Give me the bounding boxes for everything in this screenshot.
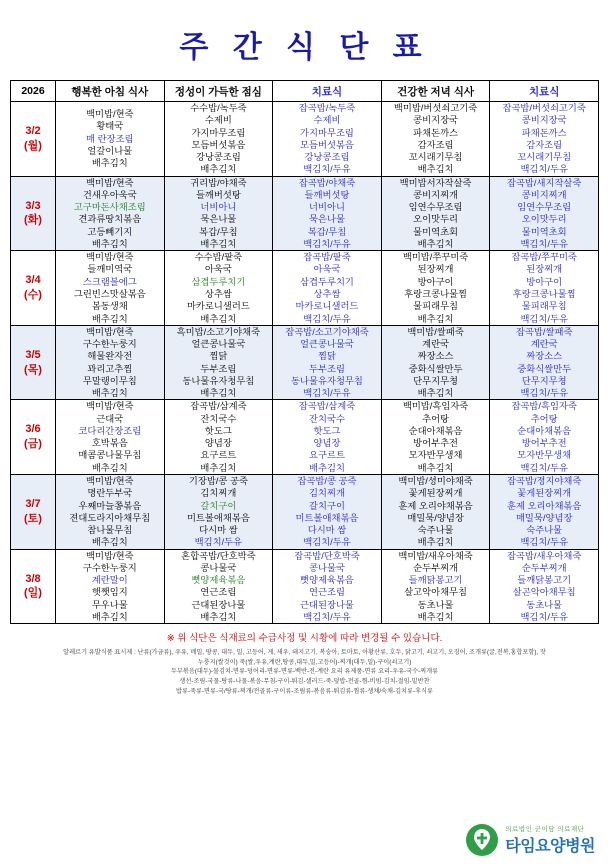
menu-item: 근대된장나물 (191, 599, 246, 610)
menu-item: 묵은나물 (200, 214, 237, 225)
menu-item: 상추쌈 (204, 288, 232, 299)
lunch-cell (164, 102, 273, 177)
legend-line: 알레르기 유발식품 표시제 : 난류(가금류), 우유, 메밀, 땅콩, 대두, 밀, 고등어, 게, 새우, 돼지고기, 복숭아, 토마토, 아황산류, 호두, 닭고기, 쇠고기, 오징어, 조개류(굴,전복,홍합포함), 잣 (63, 649, 546, 657)
menu-item: 동나물유자청무침 (291, 375, 363, 386)
breakfast-cell (56, 474, 165, 549)
menu-item: 배추김치 (417, 388, 454, 399)
menu-item: 백미밥/현죽 (86, 252, 134, 263)
dinner-therapeutic-cell (490, 474, 599, 549)
menu-item: 콩비지장국 (413, 115, 459, 126)
menu-item: 다시마 쌈 (307, 525, 347, 536)
day-of-week-label: (토) (24, 512, 42, 525)
header-year: 2026 (11, 81, 56, 102)
menu-item: 들깨버섯탕 (304, 189, 350, 200)
menu-item: 연근조림 (200, 587, 237, 598)
menu-item: 잡곡밥/단호박죽 (294, 550, 360, 561)
footer-name: 타임요양병원 (505, 838, 595, 855)
menu-item: 배추김치 (91, 462, 128, 473)
menu-item: 콩나물국 (200, 562, 237, 573)
menu-item: 중화식쌀만두 (408, 363, 463, 374)
menu-item: 황태국 (96, 121, 124, 132)
menu-item: 된장찌개 (526, 264, 563, 275)
date-cell (11, 400, 56, 475)
menu-item: 백김치/두유 (303, 537, 351, 548)
menu-item: 모자반무생채 (408, 450, 463, 461)
menu-item: 백김치/두유 (520, 164, 568, 175)
menu-item: 구수한누룽지 (82, 562, 137, 573)
dinner-cell (381, 474, 490, 549)
date-cell (11, 325, 56, 400)
breakfast-cell (56, 176, 165, 251)
menu-item: 핫도그 (313, 425, 341, 436)
header-lunch-therapeutic: 치료식 (273, 81, 382, 102)
day-of-week-label: (수) (24, 288, 42, 301)
menu-item: 방어부추전 (413, 438, 459, 449)
menu-item: 모듬버섯볶음 (300, 139, 354, 150)
menu-item: 백미밥/쭈꾸미죽 (402, 252, 469, 263)
menu-item: 백미밥/셩미야채죽 (398, 475, 473, 486)
menu-item: 짜장소스 (417, 351, 454, 362)
menu-item: 잡곡밥/삼계죽 (298, 401, 356, 412)
menu-item: 콩비지장국 (521, 115, 567, 126)
menu-item: 흑미밥/소고기야채죽 (176, 326, 261, 337)
header-row (11, 81, 599, 102)
header-dinner: 건강한 저녁 식사 (381, 81, 490, 102)
menu-item: 고등빼기지 (87, 226, 133, 237)
legend-line: 누룽지(쌀것이) 죽(쌀,우유,계란,땅콩,대두,밀,고등어)-찌개(대두,밀)-구이(쇠고기) (197, 658, 412, 666)
lunch-cell (164, 474, 273, 549)
menu-item: 꼬시래기무침 (517, 152, 572, 163)
menu-item: 오이맛두리 (521, 214, 567, 225)
menu-item: 살고악아채무침 (404, 587, 468, 598)
menu-item: 물미역초회 (521, 226, 567, 237)
menu-item: 삼겹두루치기 (300, 276, 354, 287)
menu-item: 햇쨋임지 (91, 587, 128, 598)
menu-item: 백김치/두유 (520, 537, 568, 548)
menu-item: 강낭콩조림 (195, 152, 241, 163)
dinner-therapeutic-cell (490, 549, 599, 624)
date-label: 3/3 (25, 199, 41, 212)
menu-item: 배추김치 (417, 611, 454, 622)
menu-item: 갈치구이 (309, 500, 345, 511)
date-cell (11, 474, 56, 549)
header-breakfast: 행복한 아침 식사 (56, 81, 165, 102)
menu-note: ※ 위 식단은 식재료의 수급사정 및 시황에 따라 변경될 수 있습니다. (166, 633, 443, 645)
menu-item: 마카로니샐러드 (295, 301, 359, 312)
lunch-therapeutic-cell (273, 251, 382, 326)
menu-item: 두부조림 (200, 363, 237, 374)
menu-item: 백미밥/현죽 (86, 401, 134, 412)
menu-item: 미트볼애채볶음 (186, 512, 250, 523)
menu-item: 숙주나물 (417, 525, 454, 536)
menu-item: 모듬버섯볶음 (191, 139, 246, 150)
menu-item: 꽈리고추찜 (87, 363, 133, 374)
menu-item: 두부조림 (309, 363, 345, 374)
date-label: 3/6 (25, 423, 41, 436)
menu-item: 계란국 (422, 339, 450, 350)
date-label: 3/8 (25, 572, 41, 585)
menu-item: 콩나물국 (309, 562, 345, 573)
menu-item: 백김치/두유 (194, 537, 243, 548)
menu-item: 계란국 (530, 339, 558, 350)
table-row (11, 251, 599, 326)
menu-item: 복갑/무침 (307, 226, 347, 237)
menu-item: 들깨닭봉고기 (408, 575, 463, 586)
menu-item: 백김치/두유 (303, 611, 351, 622)
menu-item: 연근조림 (309, 587, 345, 598)
menu-item: 파채돈까스 (521, 127, 567, 138)
table-row (11, 325, 599, 400)
menu-item: 배추김치 (417, 164, 454, 175)
menu-item: 방어부추전 (521, 438, 567, 449)
date-cell (11, 102, 56, 177)
menu-item: 미트볼애채볶음 (295, 512, 359, 523)
menu-item: 아욱국 (313, 264, 341, 275)
menu-item: 방아구이 (417, 276, 454, 287)
menu-item: 파채돈까스 (413, 127, 459, 138)
menu-item: 물피래무침 (413, 301, 459, 312)
menu-item: 순두부찌개 (521, 562, 567, 573)
day-of-week-label: (화) (24, 214, 42, 227)
menu-item: 물미역초회 (413, 226, 459, 237)
lunch-therapeutic-cell (273, 176, 382, 251)
menu-item: 오이맛두리 (413, 214, 459, 225)
day-of-week-label: (월) (24, 139, 42, 152)
menu-item: 백미밥/흑임자죽 (402, 401, 469, 412)
menu-item: 수제비 (313, 115, 341, 126)
header-dinner-therapeutic: 치료식 (490, 81, 599, 102)
menu-item: 혼합곡밥/단호박죽 (181, 550, 256, 561)
menu-item: 감자조림 (526, 139, 563, 150)
menu-item: 구수한누룽지 (82, 339, 137, 350)
menu-item: 배추김치 (417, 238, 454, 249)
menu-item: 강낭콩조림 (304, 152, 350, 163)
menu-item: 순두부찌개 (413, 562, 459, 573)
menu-item: 백미밥/현죽 (86, 177, 134, 188)
menu-item: 백미밥/현죽 (86, 109, 134, 120)
menu-item: 백미밥/버섯쇠고기죽 (393, 103, 478, 113)
header-lunch: 정성이 가득한 점심 (164, 81, 273, 102)
lunch-cell (164, 400, 273, 475)
menu-item: 방아구이 (526, 276, 563, 287)
lunch-cell (164, 251, 273, 326)
menu-item: 요구르트 (309, 450, 345, 461)
menu-item: 물피래무침 (521, 301, 567, 312)
menu-item: 뼛양제육볶음 (300, 575, 354, 586)
menu-item: 잡곡밥/녹두죽 (298, 103, 356, 113)
menu-item: 다시마 쌈 (199, 525, 238, 536)
dinner-cell (381, 176, 490, 251)
lunch-therapeutic-cell (273, 400, 382, 475)
menu-item: 콩비지찌개 (521, 189, 567, 200)
menu-item: 훈제 오리야채볶음 (398, 500, 473, 511)
menu-item: 백미밥/현죽 (86, 550, 134, 561)
menu-item: 백김치/두유 (520, 313, 568, 324)
menu-item: 백김치/두유 (520, 611, 568, 622)
menu-item: 갈치구이 (200, 500, 237, 511)
menu-item: 잡곡밥/콩 공죽 (297, 475, 357, 486)
menu-item: 참나물무침 (87, 525, 133, 536)
menu-item: 후랑크콩나물찜 (404, 288, 468, 299)
footer-text (505, 824, 595, 856)
lunch-cell (164, 549, 273, 624)
menu-item: 기장밥/콩 공죽 (188, 475, 248, 486)
menu-item: 무우나물 (91, 599, 128, 610)
legend-line: 밥류-죽류-면류-국/탕류-찌개/전골류-구이류-조림류-볶음류-튀김류-찜류-생채/숙채-김치류-후식류 (175, 687, 433, 695)
menu-item: 견과류땅치볶음 (78, 214, 142, 225)
menu-item: 삼겹두루치기 (191, 276, 246, 287)
date-label: 3/7 (25, 497, 41, 510)
menu-item: 고구마돈사채조림 (73, 202, 146, 213)
day-of-week-label: (목) (24, 363, 42, 376)
menu-item: 중화식쌀만두 (517, 363, 572, 374)
menu-item: 잔치국수 (309, 413, 345, 424)
menu-item: 얼큰콩나물국 (191, 339, 246, 350)
menu-item: 모자반무생채 (517, 450, 572, 461)
menu-item: 동초나물 (526, 599, 563, 610)
date-cell (11, 251, 56, 326)
menu-item: 잡곡밥/쭈꾸미죽 (511, 252, 577, 263)
dinner-therapeutic-cell (490, 102, 599, 177)
menu-item: 배추김치 (200, 388, 237, 399)
legend-line: 생선-조림-국물-탕류-나물-볶음-무침-구이-튀김-샐러드-죽-덮밥-전골-찜-비빔-김치-절임-밑반찬 (179, 677, 430, 685)
menu-item: 동초나물 (417, 599, 454, 610)
menu-item: 매밀묵/양념장 (407, 512, 464, 523)
menu-item: 잡곡밥/새지작살죽 (506, 177, 582, 188)
footer-subtitle: 의료법인 군이담 의료재단 (505, 826, 585, 833)
menu-item: 백김치/두유 (303, 238, 351, 249)
menu-item: 백미밥/쌀패죽 (407, 326, 464, 337)
page-title: 주 간 식 단 표 (179, 31, 430, 64)
lunch-cell (164, 176, 273, 251)
legend-line: 두부볶음(대두)-물김치-면류-덩어리-면류-면류-백반-전-계란 요리 유제품-면류 요리-우유-국수-찌개류 (170, 668, 439, 676)
dinner-cell (381, 549, 490, 624)
menu-item: 잔치국수 (200, 413, 237, 424)
menu-item: 추어탕 (530, 413, 558, 424)
date-cell (11, 176, 56, 251)
menu-item: 꽃게된장찌개 (517, 488, 572, 499)
table-body (11, 102, 599, 624)
menu-item: 살곤악아채무침 (512, 587, 576, 598)
menu-item: 백미밥서자작살죽 (399, 177, 472, 188)
menu-item: 단무지무쳥 (413, 375, 459, 386)
menu-item: 가지마무조림 (191, 127, 246, 138)
table-row (11, 102, 599, 177)
menu-item: 배추김치 (417, 462, 454, 473)
menu-item: 가지마무조림 (300, 127, 354, 138)
menu-item: 계란말이 (91, 575, 128, 586)
table-row (11, 176, 599, 251)
menu-item: 훈제 오리아채볶음 (506, 500, 582, 511)
menu-item: 백김치/두유 (303, 313, 351, 324)
menu-item: 잡곡밥/팥죽 (303, 252, 351, 263)
menu-item: 건새우아욱국 (82, 189, 137, 200)
menu-item: 무말랭이무침 (82, 375, 137, 386)
menu-item: 잡곡밥/삼계죽 (190, 401, 247, 412)
menu-item: 배추김치 (417, 537, 454, 548)
menu-item: 임연수무조림 (408, 202, 463, 213)
menu-item: 잡곡밥/쌀패죽 (515, 326, 573, 337)
menu-item: 배추김치 (200, 164, 237, 175)
menu-item: 순대아채볶음 (408, 425, 463, 436)
menu-item: 뼛양제육볶음 (191, 575, 246, 586)
menu-item: 명란두부국 (87, 488, 133, 499)
menu-item: 들깨닭봉고기 (517, 575, 572, 586)
menu-item: 콩비지찌개 (413, 189, 459, 200)
menu-item: 봄동생채 (91, 301, 128, 312)
menu-item: 잡곡밥/소고기야채죽 (285, 326, 369, 337)
menu-item: 백미밥/새우아채죽 (398, 550, 473, 561)
lunch-therapeutic-cell (273, 549, 382, 624)
menu-item: 코다리간장조림 (78, 425, 142, 436)
breakfast-cell (56, 400, 165, 475)
menu-item: 상추쌈 (313, 288, 341, 299)
menu-item: 감자조림 (417, 139, 454, 150)
breakfast-cell (56, 102, 165, 177)
menu-item: 너비아니 (200, 202, 237, 213)
menu-item: 젼대도라지아채무침 (69, 512, 151, 523)
dinner-cell (381, 325, 490, 400)
menu-item: 양념장 (313, 438, 341, 449)
menu-item: 호박볶음 (91, 438, 128, 449)
lunch-therapeutic-cell (273, 325, 382, 400)
menu-item: 얼갈이나물 (87, 145, 133, 156)
menu-item: 잡곡밥/졍지야채죽 (506, 475, 582, 486)
menu-item: 그린빈스맛살볶음 (73, 288, 146, 299)
menu-item: 요구르트 (200, 450, 237, 461)
menu-item: 임연수무조림 (517, 202, 572, 213)
menu-item: 양념장 (204, 438, 232, 449)
menu-item: 배추김치 (91, 313, 128, 324)
menu-item: 복갑/무침 (199, 226, 238, 237)
menu-item: 얼큰콩나물국 (300, 339, 354, 350)
menu-item: 꼬시래기무침 (408, 152, 463, 163)
menu-item: 배추김치 (417, 313, 454, 324)
day-of-week-label: (일) (24, 587, 42, 600)
breakfast-cell (56, 251, 165, 326)
date-label: 3/5 (25, 348, 41, 361)
menu-item: 백김치/두유 (520, 388, 568, 399)
dinner-therapeutic-cell (490, 325, 599, 400)
menu-item: 우째마늘쫑볶음 (78, 500, 142, 511)
weekly-menu-table (10, 80, 599, 624)
menu-item: 배추김치 (200, 462, 237, 473)
menu-item: 김치찌개 (200, 488, 237, 499)
menu-item: 배추김치 (200, 238, 237, 249)
menu-item: 귀리밥/야채죽 (190, 177, 247, 188)
table-row (11, 474, 599, 549)
menu-item: 스크램블에그 (82, 276, 137, 287)
menu-item: 들깨버섯탕 (195, 189, 241, 200)
date-label: 3/2 (25, 124, 41, 137)
menu-item: 잡곡밥/새우아채죽 (506, 550, 582, 561)
menu-item: 후랑크콩나물찜 (512, 288, 576, 299)
menu-item: 추어탕 (422, 413, 450, 424)
lunch-therapeutic-cell (273, 102, 382, 177)
menu-item: 숙주나물 (526, 525, 563, 536)
menu-item: 매 란장조림 (86, 133, 134, 144)
menu-item: 잡곡밥/흑임자죽 (511, 401, 577, 412)
menu-item: 순대아채볶음 (517, 425, 572, 436)
dinner-cell (381, 102, 490, 177)
menu-item: 아욱국 (204, 264, 232, 275)
day-of-week-label: (금) (24, 438, 42, 451)
menu-item: 들깨미역국 (87, 264, 133, 275)
menu-item: 된장찌개 (417, 264, 454, 275)
menu-item: 배추김치 (91, 611, 128, 622)
menu-item: 김치찌개 (309, 488, 345, 499)
menu-item: 배추김치 (309, 462, 345, 473)
table-row (11, 400, 599, 475)
dinner-cell (381, 400, 490, 475)
menu-item: 백김치/두유 (520, 462, 568, 473)
menu-item: 해물완자전 (87, 351, 133, 362)
table-header (11, 81, 599, 102)
menu-item: 매콤콩나물무침 (78, 450, 142, 461)
menu-item: 매밀묵/양념장 (515, 512, 573, 523)
lunch-cell (164, 325, 273, 400)
menu-item: 찜닭 (209, 351, 228, 362)
dinner-cell (381, 251, 490, 326)
menu-item: 수수밥/녹두죽 (190, 103, 247, 113)
menu-item: 수제비 (204, 115, 232, 126)
menu-item: 백김치/두유 (303, 388, 351, 399)
menu-item: 마카로니샐러드 (186, 301, 250, 312)
menu-item: 배추김치 (91, 388, 128, 399)
menu-item: 묵은나물 (309, 214, 345, 225)
dinner-therapeutic-cell (490, 176, 599, 251)
breakfast-cell (56, 549, 165, 624)
menu-item: 백미밥/현죽 (86, 326, 134, 337)
table-row (11, 549, 599, 624)
menu-item: 단무지무쳥 (521, 375, 567, 386)
hospital-logo-icon (465, 823, 499, 857)
date-cell (11, 549, 56, 624)
menu-item: 잡곡밥/야채죽 (298, 177, 356, 188)
menu-item: 너비아니 (309, 202, 345, 213)
menu-item: 동나물유자청무침 (182, 375, 255, 386)
menu-item: 배추김치 (200, 611, 237, 622)
menu-item: 백김치/두유 (520, 238, 568, 249)
breakfast-cell (56, 325, 165, 400)
menu-item: 배추김치 (91, 537, 128, 548)
menu-item: 백미밥/현죽 (86, 475, 134, 486)
menu-item: 짜장소스 (526, 351, 563, 362)
lunch-therapeutic-cell (273, 474, 382, 549)
hospital-footer (465, 823, 595, 857)
dinner-therapeutic-cell (490, 251, 599, 326)
menu-item: 근대국 (96, 413, 124, 424)
allergy-legend (25, 648, 585, 696)
menu-item: 배추김치 (200, 313, 237, 324)
dinner-therapeutic-cell (490, 400, 599, 475)
menu-item: 배추김치 (91, 238, 128, 249)
menu-item: 꽃게된장찌개 (408, 488, 463, 499)
menu-item: 배추김치 (91, 158, 128, 169)
menu-item: 핫도그 (204, 425, 232, 436)
menu-item: 잡곡밥/버섯쇠고기죽 (502, 103, 586, 113)
menu-item: 근대된장나물 (300, 599, 354, 610)
menu-item: 찜닭 (318, 351, 336, 362)
date-label: 3/4 (25, 274, 41, 287)
menu-item: 수수밥/팥죽 (194, 252, 243, 263)
menu-item: 백김치/두유 (303, 164, 351, 175)
